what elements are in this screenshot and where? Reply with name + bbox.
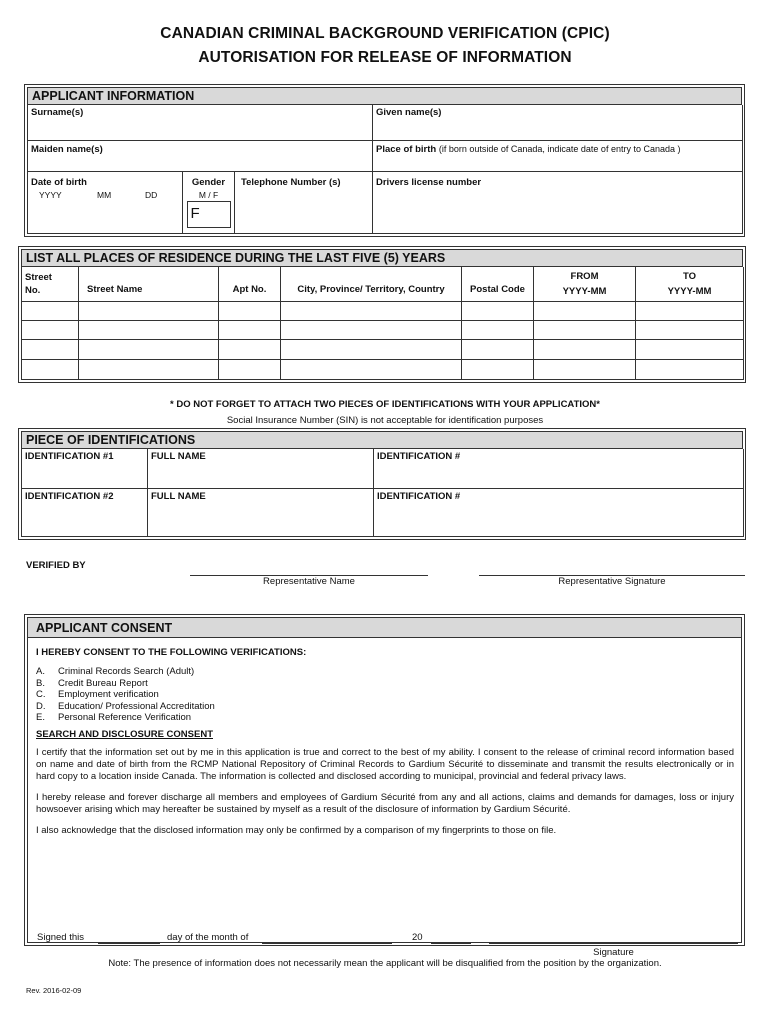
residence-cell-postal[interactable] [462, 321, 534, 340]
consent-item-letter: A. [36, 666, 45, 677]
col-street-name [79, 267, 219, 302]
residence-cell-street-no[interactable] [22, 302, 79, 321]
residence-cell-from[interactable] [534, 321, 636, 340]
surname-label: Surname(s) [31, 107, 84, 118]
license-field[interactable] [373, 172, 743, 234]
search-disclosure-heading: SEARCH AND DISCLOSURE CONSENT [36, 728, 213, 740]
identification-section [18, 428, 746, 540]
residence-heading: LIST ALL PLACES OF RESIDENCE DURING THE LAST FIVE (5) YEARS [21, 249, 743, 267]
id2-label: IDENTIFICATION #2 [25, 491, 114, 502]
col-street-no-line1: Street [25, 272, 52, 283]
residence-cell-apt[interactable] [219, 321, 281, 340]
id2-full-name-label: FULL NAME [151, 491, 206, 502]
consent-item-text: Education/ Professional Accreditation [58, 700, 215, 712]
consent-item-letter: E. [36, 712, 45, 723]
residence-cell-postal[interactable] [462, 302, 534, 321]
identification-heading: PIECE OF IDENTIFICATIONS [21, 431, 743, 449]
consent-section [24, 614, 745, 958]
id1-number-label: IDENTIFICATION # [377, 451, 461, 462]
id2-number-field[interactable] [374, 489, 744, 537]
year-prefix: 20 [412, 932, 423, 943]
consent-item-letter: B. [36, 677, 45, 689]
rep-name-caption: Representative Name [263, 576, 355, 587]
revision-label: Rev. 2016-02-09 [26, 986, 82, 995]
col-postal [462, 267, 534, 302]
residence-cell-to[interactable] [636, 302, 744, 321]
surname-field[interactable] [28, 105, 373, 141]
form-title: CANADIAN CRIMINAL BACKGROUND VERIFICATION (CPIC) [160, 25, 610, 42]
consent-item-text: Credit Bureau Report [58, 677, 148, 689]
residence-cell-street-name[interactable] [79, 302, 219, 321]
id2-number-label: IDENTIFICATION # [377, 491, 461, 502]
consent-paragraph-2: I hereby release and forever discharge all members and employees of Gardium Sécurité from any and all actions, claims and demands for damages, loss or injury howsoever arising which may hereafter be sustained by myself as a result of the disclosure of information by Gardium Sécurité. [36, 791, 734, 815]
residence-cell-from[interactable] [534, 302, 636, 321]
id1-full-name-field[interactable] [148, 449, 374, 489]
consent-list-item [36, 701, 734, 713]
birthplace-note: (if born outside of Canada, indicate date of entry to Canada ) [438, 144, 681, 154]
consent-item-letter: D. [36, 700, 46, 712]
consent-paragraph-3: I also acknowledge that the disclosed information may only be confirmed by a comparison of my fingerprints to those on file. [36, 824, 557, 836]
col-from-line2: YYYY-MM [562, 286, 607, 297]
signed-year-line[interactable] [431, 943, 471, 944]
maiden-name-label: Maiden name(s) [31, 144, 103, 155]
given-name-label: Given name(s) [376, 107, 442, 118]
consent-intro: I HEREBY CONSENT TO THE FOLLOWING VERIFICATIONS: [36, 647, 307, 658]
consent-list-item [36, 689, 734, 701]
col-street-name-label: Street Name [87, 284, 143, 295]
signed-this-label: Signed this [37, 932, 85, 943]
dob-dd-hint: DD [145, 190, 158, 200]
given-name-field[interactable] [373, 105, 743, 141]
id1-label: IDENTIFICATION #1 [25, 451, 114, 462]
col-apt-label: Apt No. [232, 284, 267, 295]
residence-cell-street-no[interactable] [22, 340, 79, 360]
gender-label: Gender [191, 177, 226, 188]
consent-heading: APPLICANT CONSENT [27, 617, 742, 638]
residence-cell-apt[interactable] [219, 360, 281, 380]
col-apt [219, 267, 281, 302]
consent-paragraph-1: I certify that the information set out by me in this application is true and correct to the best of my ability. I consent to the release of criminal record information based on name and date of birth from the RCMP National Repository of Criminal Records to Gardium Sécurité to disseminate and transmit the results electronically or in hard copy to a location inside Canada. The information is collected and disclosed according to municipal, provincial and federal privacy laws. [36, 746, 734, 782]
maiden-name-field[interactable] [28, 141, 373, 172]
dob-label: Date of birth [31, 177, 87, 188]
residence-section [18, 246, 746, 383]
col-street-no-line2: No. [25, 285, 41, 296]
dob-field[interactable] [28, 172, 183, 234]
gender-value: F [190, 205, 200, 222]
birthplace-field[interactable] [373, 141, 743, 172]
signed-day-line[interactable] [98, 943, 160, 944]
residence-cell-street-name[interactable] [79, 360, 219, 380]
applicant-info-heading: APPLICANT INFORMATION [27, 87, 742, 105]
col-from-line1: FROM [570, 271, 599, 282]
id1-full-name-label: FULL NAME [151, 451, 206, 462]
col-to-line2: YYYY-MM [667, 286, 712, 297]
residence-cell-to[interactable] [636, 321, 744, 340]
consent-list-item [36, 712, 734, 724]
consent-item-text: Criminal Records Search (Adult) [58, 666, 195, 677]
phone-field[interactable] [235, 172, 373, 234]
consent-item-letter: C. [36, 689, 46, 700]
id2-full-name-field[interactable] [148, 489, 374, 537]
form-subtitle: AUTORISATION FOR RELEASE OF INFORMATION [198, 49, 572, 66]
residence-cell-postal[interactable] [462, 360, 534, 380]
attach-id-note: * DO NOT FORGET TO ATTACH TWO PIECES OF IDENTIFICATIONS WITH YOUR APPLICATION* [170, 399, 600, 410]
gender-field [183, 172, 235, 234]
residence-cell-apt[interactable] [219, 302, 281, 321]
verified-by-label: VERIFIED BY [26, 560, 86, 571]
gender-input[interactable] [187, 201, 231, 228]
id1-number-field[interactable] [374, 449, 744, 489]
col-street-no [22, 267, 79, 302]
residence-cell-street-no[interactable] [22, 321, 79, 340]
residence-cell-city[interactable] [281, 340, 462, 360]
residence-cell-street-no[interactable] [22, 360, 79, 380]
residence-cell-street-name[interactable] [79, 340, 219, 360]
signed-month-line[interactable] [262, 943, 392, 944]
consent-list-item [36, 678, 734, 690]
consent-item-text: Personal Reference Verification [58, 712, 192, 723]
consent-list-item [36, 666, 734, 678]
residence-cell-postal[interactable] [462, 340, 534, 360]
signature-caption: Signature [593, 947, 634, 958]
col-city [281, 267, 462, 302]
gender-hint: M / F [198, 190, 219, 200]
residence-cell-from[interactable] [534, 360, 636, 380]
dob-yyyy-hint: YYYY [39, 190, 62, 200]
sin-note: Social Insurance Number (SIN) is not acceptable for identification purposes [226, 415, 544, 426]
col-from [534, 267, 636, 302]
residence-cell-from[interactable] [534, 340, 636, 360]
col-city-label: City, Province/ Territory, Country [297, 284, 445, 295]
applicant-info-section [24, 84, 745, 237]
phone-label: Telephone Number (s) [241, 177, 341, 188]
rep-signature-caption: Representative Signature [558, 576, 666, 587]
day-of-month-label: day of the month of [167, 932, 249, 943]
residence-cell-street-name[interactable] [79, 321, 219, 340]
applicant-signature-line[interactable] [489, 943, 738, 944]
id1-label-cell [22, 449, 148, 489]
dob-mm-hint: MM [97, 190, 112, 200]
col-to-line1: TO [682, 271, 697, 282]
consent-list [36, 666, 734, 724]
license-label: Drivers license number [376, 177, 482, 188]
footer-note: Note: The presence of information does not necessarily mean the applicant will be disqualified from the position by the organization. [108, 958, 662, 969]
consent-item-text: Employment verification [58, 689, 159, 700]
residence-cell-city[interactable] [281, 321, 462, 340]
residence-cell-to[interactable] [636, 360, 744, 380]
residence-cell-apt[interactable] [219, 340, 281, 360]
residence-cell-city[interactable] [281, 360, 462, 380]
col-postal-label: Postal Code [470, 284, 525, 295]
birthplace-label: Place of birth [376, 144, 437, 155]
residence-cell-to[interactable] [636, 340, 744, 360]
residence-cell-city[interactable] [281, 302, 462, 321]
col-to [636, 267, 744, 302]
id2-label-cell [22, 489, 148, 537]
